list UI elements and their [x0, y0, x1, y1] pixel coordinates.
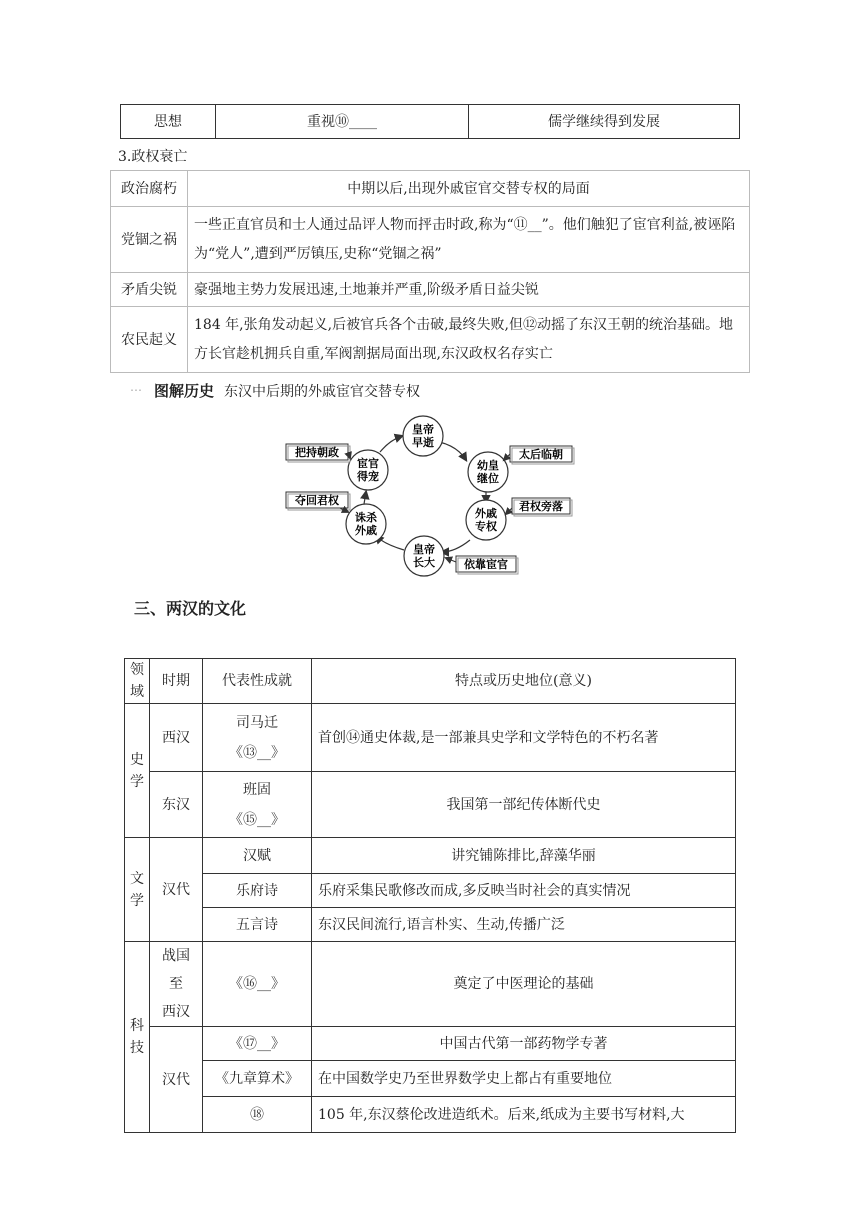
work-cell: 乐府诗 — [203, 874, 312, 908]
tag-control-court — [286, 444, 350, 462]
work-title-blank: 《⑬__》 — [229, 744, 285, 761]
work-author: 班固 — [243, 781, 271, 798]
desc-cell: 东汉民间流行,语言朴实、生动,传播广泛 — [312, 908, 736, 942]
desc-cell: 在中国数学史乃至世界数学史上都占有重要地位 — [312, 1061, 736, 1097]
desc-cell: 中国古代第一部药物学专著 — [312, 1027, 736, 1061]
work-cell: 《九章算术》 — [203, 1061, 312, 1097]
header-significance: 特点或历史地位(意义) — [312, 659, 736, 704]
section-decline-title: 3.政权衰亡 — [118, 149, 188, 165]
decline-text: 184 年,张角发动起义,后被官兵各个击破,最终失败,但⑫动摇了东汉王朝的统治基础。地方长官趁机拥兵自重,军阀割据局面出现,东汉政权名存实亡 — [188, 307, 750, 373]
node-young-emperor — [468, 452, 508, 492]
desc-cell: 奠定了中医理论的基础 — [312, 942, 736, 1027]
node-text: 早逝 — [412, 436, 434, 449]
node-text: 皇帝 — [412, 423, 434, 436]
tag-regain-power — [286, 492, 350, 512]
decline-table — [110, 170, 750, 373]
node-consort-power — [466, 500, 506, 540]
group-literature: 文学 — [125, 838, 150, 942]
work-author: 司马迁 — [236, 714, 278, 731]
decline-label: 矛盾尖锐 — [111, 273, 188, 307]
group-history: 史学 — [125, 704, 150, 838]
thought-row-table — [120, 104, 740, 139]
power-cycle-diagram — [280, 412, 580, 582]
work-cell: 《⑯__》 — [203, 942, 312, 1027]
decline-label: 党锢之祸 — [111, 207, 188, 273]
decline-label: 农民起义 — [111, 307, 188, 373]
desc-cell: 首创⑭通史体裁,是一部兼具史学和文学特色的不朽名著 — [312, 704, 736, 772]
diagram-title — [130, 380, 420, 401]
node-text: 得宠 — [357, 470, 379, 483]
period-cell: 东汉 — [150, 772, 203, 838]
decline-text: 中期以后,出现外戚宦官交替专权的局面 — [188, 171, 750, 207]
work-cell — [203, 772, 312, 838]
tag-text: 太后临朝 — [519, 448, 563, 461]
node-text: 外戚 — [475, 507, 497, 520]
work-cell: ⑱ — [203, 1097, 312, 1133]
node-text: 继位 — [477, 472, 499, 485]
node-kill-consort — [346, 504, 386, 544]
node-text: 幼皇 — [477, 459, 499, 472]
dots-icon: ⋯ — [130, 382, 142, 397]
work-cell — [203, 704, 312, 772]
node-text: 专权 — [475, 520, 497, 533]
node-text: 诛杀 — [355, 511, 377, 524]
node-text: 皇帝 — [413, 543, 435, 556]
section-culture-heading: 三、两汉的文化 — [134, 599, 247, 618]
decline-label: 政治腐朽 — [111, 171, 188, 207]
header-achievement: 代表性成就 — [203, 659, 312, 704]
node-eunuch-favored — [348, 450, 388, 490]
diagram-caption: 东汉中后期的外戚宦官交替专权 — [224, 383, 421, 400]
work-title-blank: 《⑮__》 — [229, 811, 285, 828]
node-text: 外戚 — [355, 524, 377, 537]
decline-text: 豪强地主势力发展迅速,土地兼并严重,阶级矛盾日益尖锐 — [188, 273, 750, 307]
tag-text: 把持朝政 — [295, 446, 339, 459]
cell-thought-label: 思想 — [121, 105, 216, 139]
cell-thought-result: 儒学继续得到发展 — [469, 105, 740, 139]
period-line: 战国至 — [162, 948, 190, 992]
desc-cell: 我国第一部纪传体断代史 — [312, 772, 736, 838]
period-cell — [150, 942, 203, 1027]
period-line: 西汉 — [162, 1004, 190, 1020]
tag-text: 依靠宦官 — [464, 558, 508, 571]
node-text: 长大 — [413, 556, 435, 569]
cell-thought-blank: 重视⑩____ — [216, 105, 469, 139]
period-cell: 汉代 — [150, 838, 203, 942]
work-cell: 五言诗 — [203, 908, 312, 942]
tag-text: 夺回君权 — [295, 494, 339, 507]
decline-text: 一些正直官员和士人通过品评人物而抨击时政,称为“⑪__”。他们触犯了宦官利益,被诬陷为“党人”,遭到严厉镇压,史称“党锢之祸” — [188, 207, 750, 273]
tag-rely-eunuch — [446, 556, 518, 574]
header-period: 时期 — [150, 659, 203, 704]
node-text: 宦官 — [357, 457, 379, 470]
culture-table — [124, 658, 736, 1133]
desc-cell: 乐府采集民歌修改而成,多反映当时社会的真实情况 — [312, 874, 736, 908]
tag-empress-regency — [504, 446, 574, 464]
header-field: 领域 — [125, 659, 150, 704]
tag-text: 君权旁落 — [519, 500, 563, 513]
node-emperor-early-death — [403, 416, 443, 456]
group-science: 科技 — [125, 942, 150, 1133]
node-emperor-grows — [404, 536, 444, 576]
diagram-label: 图解历史 — [154, 382, 215, 400]
work-cell: 汉赋 — [203, 838, 312, 874]
desc-cell: 讲究铺陈排比,辞藻华丽 — [312, 838, 736, 874]
tag-monarch-power-lost — [506, 498, 572, 516]
period-cell: 汉代 — [150, 1027, 203, 1133]
period-cell: 西汉 — [150, 704, 203, 772]
work-cell: 《⑰__》 — [203, 1027, 312, 1061]
desc-cell: 105 年,东汉蔡伦改进造纸术。后来,纸成为主要书写材料,大 — [312, 1097, 736, 1133]
